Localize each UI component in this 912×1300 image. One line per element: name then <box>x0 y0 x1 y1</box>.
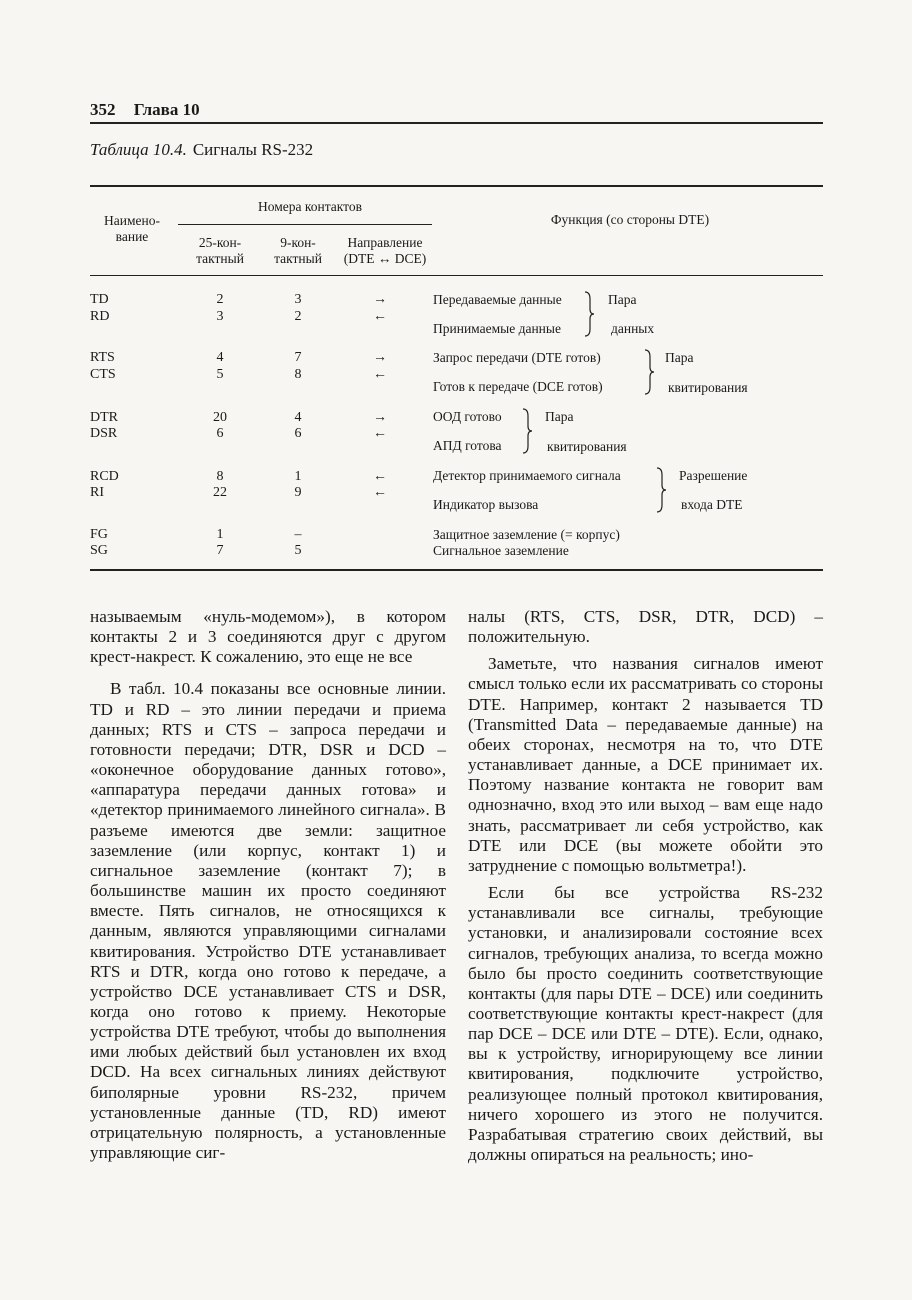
row-pin9: – <box>294 527 302 542</box>
chapter-title: Глава 10 <box>133 100 200 119</box>
header-name: Наимено- вание <box>104 213 160 244</box>
body-column-left <box>90 607 446 1163</box>
row-pin9: 7 <box>294 350 302 365</box>
table-top-rule <box>90 185 823 187</box>
paragraph: называемым «нуль-модемом»), в котором контакты 2 и 3 соединяются друг с другом крест-накрест. К сожалению, это еще не все <box>90 607 446 667</box>
row-direction: → <box>373 350 387 365</box>
row-pin9: 8 <box>294 367 302 382</box>
row-direction: ← <box>373 469 387 484</box>
row-function: Принимаемые данные <box>433 321 561 336</box>
row-pin9: 5 <box>294 543 302 558</box>
caption-text: Сигналы RS-232 <box>192 140 314 159</box>
paragraph: Если бы все устройства RS-232 устанавливали все сигналы, требующие установки, и анализировали состояние всех сигналов, требующих анализа, то всегда можно было бы просто соединить соответствующие контакты (для пары DTE – DCE) или соединить соответствующие контакты крест-накрест (для пар DCE – DCE или DTE – DTE). Если, однако, вы к устройству, игнорирующему все линии квитирования, подключите устройство, реализующее полный протокол квитирования, ничего хорошего из этого не получится. Разрабатывая стратегию своих действий, вы должны опираться на реальность; ино- <box>468 883 823 1165</box>
row-pin25: 1 <box>216 527 224 542</box>
row-function: Сигнальное заземление <box>433 543 569 558</box>
row-pin25: 20 <box>213 410 227 425</box>
row-name: FG <box>90 527 108 542</box>
group-label-top: Пара <box>545 409 574 424</box>
row-name: RTS <box>90 350 115 365</box>
running-header <box>90 100 214 120</box>
row-pin25: 2 <box>216 292 224 307</box>
row-pin9: 9 <box>294 485 302 500</box>
right-brace-icon <box>521 408 535 454</box>
row-function: Индикатор вызова <box>433 497 539 512</box>
row-pin25: 8 <box>216 469 224 484</box>
row-function: АПД готова <box>433 438 502 453</box>
right-brace-icon <box>643 349 657 395</box>
group-label-bottom: входа DTE <box>681 497 743 512</box>
row-pin25: 5 <box>216 367 224 382</box>
header-pin25: 25-кон- тактный <box>196 235 244 266</box>
group-label-bottom: квитирования <box>547 439 627 454</box>
page-number: 352 <box>90 100 116 119</box>
table-header-rule <box>90 275 823 276</box>
row-pin25: 4 <box>216 350 224 365</box>
paragraph: В табл. 10.4 показаны все основные линии. TD и RD – это линии передачи и приема данных; RTS и CTS – запроса передачи и готовности передачи; DTR, DSR и DCD – «оконечное оборудование данных готово», «аппаратура передачи данных готова» и «детектор принимаемого линейного сигнала». В разъеме имеются две земли: защитное заземление (или корпус, контакт 1) и сигнальное заземление (контакт 7); в большинстве машин их просто соединяют вместе. Пять сигналов, не относящихся к данным, являются управляющими сигналами квитирования. Устройство DTE устанавливает RTS и DTR, когда оно готово к передаче, а устройство DCE устанавливает CTS и DSR, когда оно готово к приему. Некоторые устройства DTE требуют, чтобы до выполнения ими любых действий был установлен их вход DCD. На всех сигнальных линиях действуют биполярные уровни RS-232, причем установленные данные (TD, RD) имеют отрицательную полярность, а установленные управляющие сиг- <box>90 679 446 1163</box>
header-rule <box>90 122 823 124</box>
group-label-bottom: квитирования <box>668 380 748 395</box>
row-pin25: 3 <box>216 309 224 324</box>
right-brace-icon <box>583 291 597 337</box>
row-pin25: 7 <box>216 543 224 558</box>
body-column-right <box>468 607 823 1165</box>
row-pin9: 4 <box>294 410 302 425</box>
row-function: ООД готово <box>433 409 502 424</box>
table-caption <box>90 140 313 160</box>
row-direction: ← <box>373 426 387 441</box>
header-function: Функция (со стороны DTE) <box>550 212 710 227</box>
row-name: TD <box>90 292 109 307</box>
row-name: RCD <box>90 469 119 484</box>
row-direction: ← <box>373 485 387 500</box>
row-pin9: 6 <box>294 426 302 441</box>
right-brace-icon <box>655 467 669 513</box>
row-function: Запрос передачи (DTE готов) <box>433 350 601 365</box>
row-name: RI <box>90 485 104 500</box>
header-pin9: 9-кон- тактный <box>274 235 322 266</box>
contacts-group-rule <box>178 224 432 225</box>
row-function: Готов к передаче (DCE готов) <box>433 379 603 394</box>
paragraph: Заметьте, что названия сигналов имеют смысл только если их рассматривать со стороны DTE. Например, контакт 2 называется TD (Transmitted Data – передаваемые данные) на обеих сторонах, несмотря на то, что DTE устанавливает данные, а DCE принимает их. Поэтому название контакта не говорит вам однозначно, вход это или выход – вам еще надо знать, рассматривает ли себя устройство, как DTE или DCE (вы можете обойти это затруднение с помощью вольтметра!). <box>468 654 823 875</box>
row-name: DSR <box>90 426 118 441</box>
group-label-top: Пара <box>665 350 694 365</box>
row-function: Детектор принимаемого сигнала <box>433 468 621 483</box>
header-direction: Направление (DTE ↔ DCE) <box>343 235 427 266</box>
row-direction: ← <box>373 309 387 324</box>
group-label-top: Пара <box>608 292 637 307</box>
row-name: SG <box>90 543 108 558</box>
group-label-top: Разрешение <box>679 468 748 483</box>
row-pin9: 1 <box>294 469 302 484</box>
row-function: Передаваемые данные <box>433 292 562 307</box>
row-pin25: 22 <box>213 485 227 500</box>
row-name: DTR <box>90 410 118 425</box>
row-function: Защитное заземление (= корпус) <box>433 527 620 542</box>
row-pin25: 6 <box>216 426 224 441</box>
row-name: RD <box>90 309 110 324</box>
caption-label: Таблица 10.4. <box>90 140 187 159</box>
row-direction: → <box>373 410 387 425</box>
table-bottom-rule <box>90 569 823 571</box>
group-label-bottom: данных <box>611 321 655 336</box>
row-direction: → <box>373 292 387 307</box>
row-pin9: 3 <box>294 292 302 307</box>
row-direction: ← <box>373 367 387 382</box>
paragraph: налы (RTS, CTS, DSR, DTR, DCD) – положительную. <box>468 607 823 647</box>
row-pin9: 2 <box>294 309 302 324</box>
row-name: CTS <box>90 367 116 382</box>
header-contacts-group: Номера контактов <box>257 199 363 214</box>
